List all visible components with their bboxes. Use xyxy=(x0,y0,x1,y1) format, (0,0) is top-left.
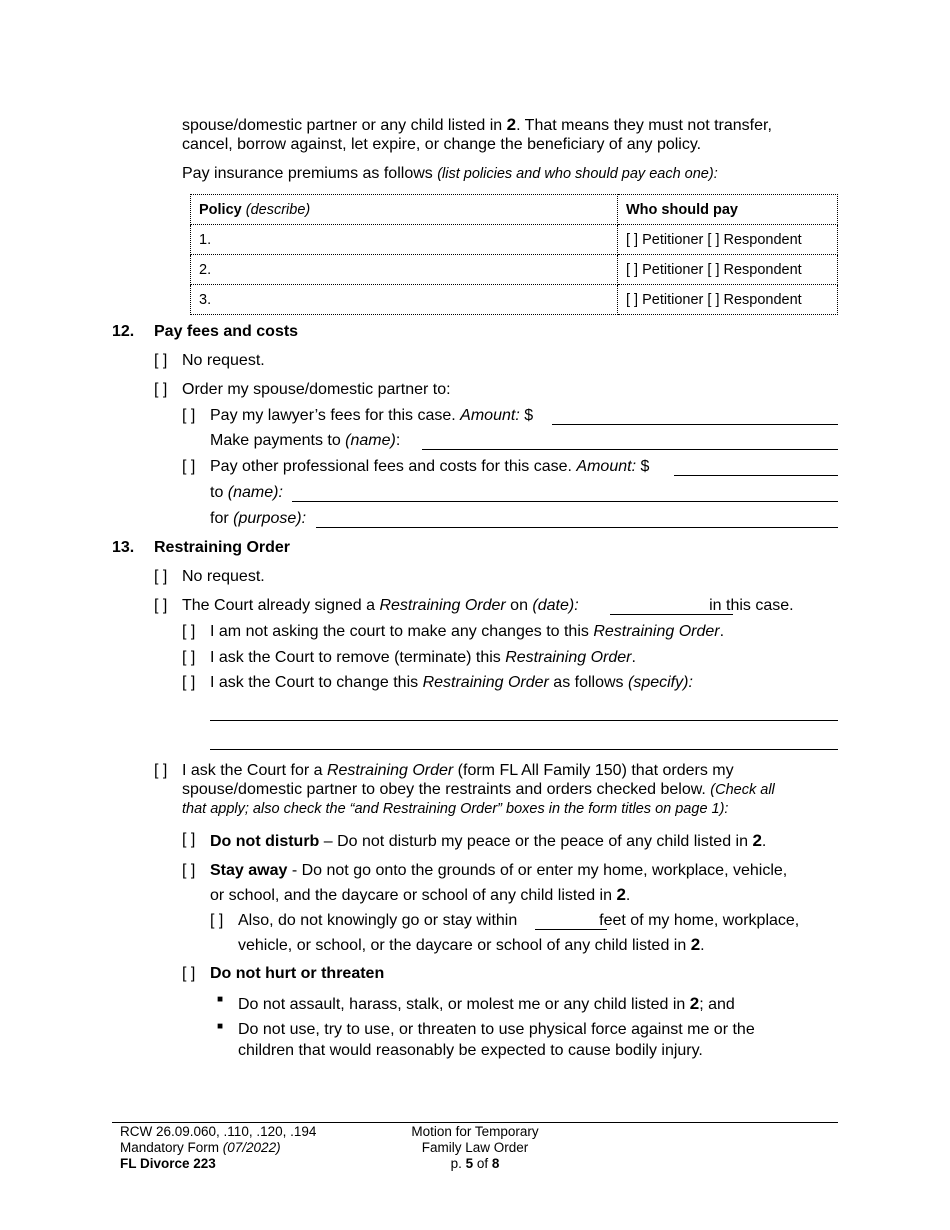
hurt-bullet-1: Do not assault, harass, stalk, or molest me or any child listed in 2; and xyxy=(238,994,735,1013)
request-ro-line1: I ask the Court for a Restraining Order (form FL All Family 150) that orders my xyxy=(182,762,734,779)
other-fees-amount-field[interactable] xyxy=(674,475,838,476)
sec12-order-checkbox[interactable]: [ ] xyxy=(154,381,168,398)
terminate-label: I ask the Court to remove (terminate) this Restraining Order. xyxy=(210,649,636,666)
payer-col-header: Who should pay xyxy=(618,195,838,225)
stay-away-checkbox[interactable]: [ ] xyxy=(182,862,196,879)
payments-to-field[interactable] xyxy=(422,449,838,450)
change-specify-field-1[interactable] xyxy=(210,720,838,721)
policy-table xyxy=(190,194,838,315)
policy-cell[interactable]: 1. xyxy=(191,225,618,255)
sec13-no-request-label: No request. xyxy=(182,568,265,585)
disturb-checkbox[interactable]: [ ] xyxy=(182,831,196,848)
request-ro-line2: spouse/domestic partner to obey the restraints and orders checked below. (Check all xyxy=(182,781,775,798)
no-changes-label: I am not asking the court to make any changes to this Restraining Order. xyxy=(210,623,725,640)
footer-center xyxy=(390,1124,560,1172)
signed-date-field[interactable] xyxy=(610,614,733,615)
payer-cell[interactable]: [ ] Petitioner [ ] Respondent xyxy=(618,255,838,285)
lawyer-fees-checkbox[interactable]: [ ] xyxy=(182,407,196,424)
footer-rule xyxy=(112,1122,838,1123)
premiums-label: Pay insurance premiums as follows (list policies and who should pay each one): xyxy=(182,165,718,182)
distance-checkbox[interactable]: [ ] xyxy=(210,912,224,929)
sec12-title: Pay fees and costs xyxy=(154,323,299,340)
sec12-number: 12. xyxy=(112,323,135,340)
already-signed-checkbox[interactable]: [ ] xyxy=(154,597,168,614)
change-checkbox[interactable]: [ ] xyxy=(182,674,196,691)
payer-cell[interactable]: [ ] Petitioner [ ] Respondent xyxy=(618,285,838,315)
hurt-label: Do not hurt or threaten xyxy=(210,965,385,982)
stay-away-line2: or school, and the daycare or school of any child listed in 2. xyxy=(210,885,631,904)
policy-table-header xyxy=(191,195,838,225)
no-changes-checkbox[interactable]: [ ] xyxy=(182,623,196,640)
other-fees-label: Pay other professional fees and costs for this case. Amount: $ xyxy=(210,458,650,475)
payer-cell[interactable]: [ ] Petitioner [ ] Respondent xyxy=(618,225,838,255)
bullet-icon: ■ xyxy=(217,1021,224,1032)
sec11-line2: cancel, borrow against, let expire, or change the beneficiary of any policy. xyxy=(182,136,702,153)
to-name-label: to (name): xyxy=(210,484,283,501)
footer-left xyxy=(120,1124,316,1172)
distance-line2: vehicle, or school, or the daycare or school of any child listed in 2. xyxy=(238,935,705,954)
to-name-field[interactable] xyxy=(292,501,838,502)
request-ro-checkbox[interactable]: [ ] xyxy=(154,762,168,779)
payments-to-label: Make payments to (name): xyxy=(210,432,401,449)
already-signed-label: The Court already signed a Restraining Order on (date): in this case. xyxy=(182,597,794,614)
disturb-label: Do not disturb – Do not disturb my peace or the peace of any child listed in 2. xyxy=(210,831,767,850)
change-label: I ask the Court to change this Restraining Order as follows (specify): xyxy=(210,674,693,691)
hurt-checkbox[interactable]: [ ] xyxy=(182,965,196,982)
footer-form-id: FL Divorce 223 xyxy=(120,1156,216,1171)
request-ro-line3: that apply; also check the “and Restraining Order” boxes in the form titles on page 1): xyxy=(182,801,729,817)
policy-col-header: Policy (describe) xyxy=(191,195,618,225)
footer-title-1: Motion for Temporary xyxy=(411,1124,539,1139)
sec11-line1: spouse/domestic partner or any child listed in 2. That means they must not transfer, xyxy=(182,115,772,134)
footer-title-2: Family Law Order xyxy=(421,1140,529,1155)
other-fees-checkbox[interactable]: [ ] xyxy=(182,458,196,475)
sec12-no-request-checkbox[interactable]: [ ] xyxy=(154,352,168,369)
table-row xyxy=(191,285,838,315)
sec13-number: 13. xyxy=(112,539,135,556)
sec13-no-request-checkbox[interactable]: [ ] xyxy=(154,568,168,585)
terminate-checkbox[interactable]: [ ] xyxy=(182,649,196,666)
for-purpose-label: for (purpose): xyxy=(210,510,307,527)
footer-rcw: RCW 26.09.060, .110, .120, .194 xyxy=(120,1124,317,1139)
table-row xyxy=(191,255,838,285)
change-specify-field-2[interactable] xyxy=(210,749,838,750)
footer-page: p. 5 of 8 xyxy=(450,1156,500,1171)
distance-feet-field[interactable] xyxy=(535,929,607,930)
distance-line1: Also, do not knowingly go or stay within feet of my home, workplace, xyxy=(238,912,800,929)
sec12-no-request-label: No request. xyxy=(182,352,265,369)
sec12-order-label: Order my spouse/domestic partner to: xyxy=(182,381,451,398)
policy-cell[interactable]: 2. xyxy=(191,255,618,285)
hurt-bullet-2-line1: Do not use, try to use, or threaten to use physical force against me or the xyxy=(238,1021,755,1038)
policy-cell[interactable]: 3. xyxy=(191,285,618,315)
stay-away-line1: Stay away - Do not go onto the grounds of or enter my home, workplace, vehicle, xyxy=(210,862,788,879)
lawyer-fees-amount-field[interactable] xyxy=(552,424,838,425)
footer-mandatory: Mandatory Form (07/2022) xyxy=(120,1140,281,1155)
lawyer-fees-label: Pay my lawyer’s fees for this case. Amount: $ xyxy=(210,407,534,424)
sec13-title: Restraining Order xyxy=(154,539,291,556)
hurt-bullet-2-line2: children that would reasonably be expected to cause bodily injury. xyxy=(238,1042,703,1059)
table-row xyxy=(191,225,838,255)
for-purpose-field[interactable] xyxy=(316,527,838,528)
bullet-icon: ■ xyxy=(217,994,224,1005)
